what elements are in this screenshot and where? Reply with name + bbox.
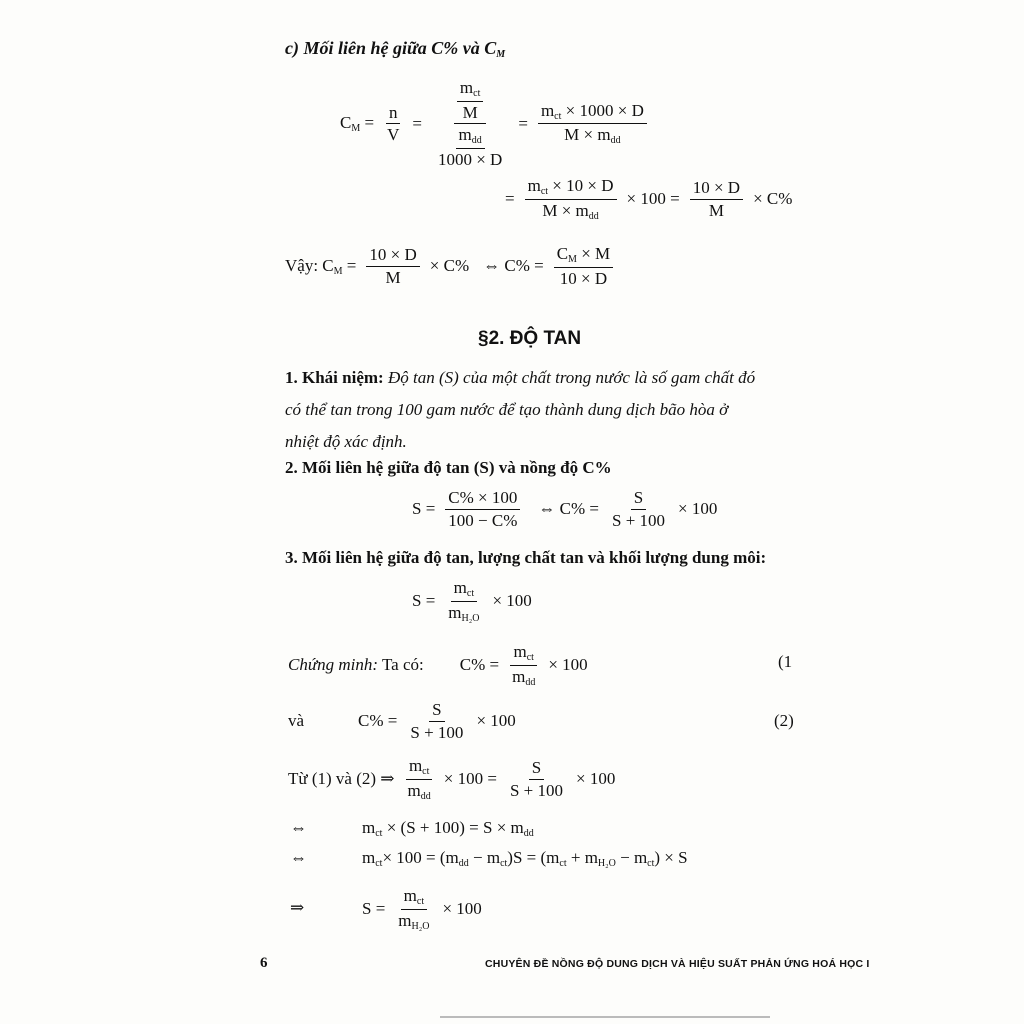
proof-line5: $m_{ct}\times 100 = (m_{dd} - m_{ct})S = (m_{ct} + m_{H_2O} - m_{ct}) \times S$	[362, 848, 688, 869]
equation-number-2: (2)	[774, 711, 794, 730]
page-number: 6	[260, 955, 268, 971]
proof-line3: Từ (1) và (2) ⇒ $\frac{m_{ct}}{m_{dd}}$ × 100 = $\frac{S}{S + 100}$ × 100	[288, 756, 616, 802]
formula-cm-line2: = $\frac{m_{ct} \times 10 \times D}{M \times m_{dd}}$ × 100 = $\frac{10 \times D}{M}$ × C%	[505, 176, 793, 222]
proof-line2: và C% = $\frac{S}{S + 100}$ × 100	[288, 700, 516, 742]
then-symbol: ⇒	[290, 898, 305, 917]
proof-line6: S = $\frac{m_{ct}}{m_{H_2O}}$ × 100	[362, 886, 482, 932]
page-edge-divider	[440, 1016, 770, 1018]
formula-cm-line1: $C_M$ = $\frac{n}{V}$ = $\frac{\frac{m_{ct}}{M}}{\frac{m_{dd}}{1000 \times D}}$ = $\frac{m_{ct} \times 1000 \times D}{M \times m_{dd}}$	[340, 78, 651, 169]
equation-number-1: (1	[778, 652, 793, 671]
item1-paragraph: 1. Khái niệm: Độ tan (S) của một chất trong nước là số gam chất đó có thể tan trong 100 gam nước để tạo thành dung dịch bão hòa ở nhiệt độ xác định.	[285, 368, 756, 451]
proof-line4: $m_{ct} \times (S + 100) = S \times m_{dd}$	[362, 818, 534, 839]
item3-heading: 3. Mối liên hệ giữa độ tan, lượng chất tan và khối lượng dung môi:	[285, 548, 767, 567]
section-c-title: c) Mối liên hệ giữa C% và $C_M$	[285, 38, 506, 60]
equiv-symbol-2: ⇔	[290, 848, 307, 867]
equiv-symbol-1: ⇔	[290, 818, 307, 837]
formula-conclusion: Vậy: $C_M$ = $\frac{10 \times D}{M}$ × C% ⇔ C% = $\frac{C_M \times M}{10 \times D}$	[285, 244, 617, 288]
running-title: CHUYÊN ĐỀ NỒNG ĐỘ DUNG DỊCH VÀ HIỆU SUẤT PHẢN ỨNG HOÁ HỌC I	[485, 958, 870, 970]
section2-heading: §2. ĐỘ TAN	[478, 328, 582, 349]
formula-s-mass: S = $\frac{m_{ct}}{m_{H_2O}}$ × 100	[412, 578, 532, 624]
formula-s-cpct: S = $\frac{C\% \times 100}{100 - C\%}$ ⇔ C% = $\frac{S}{S + 100}$ × 100	[412, 488, 718, 530]
proof-line1: Chứng minh: Ta có: C% = $\frac{m_{ct}}{m_{dd}}$ × 100	[288, 642, 588, 688]
item2-heading: 2. Mối liên hệ giữa độ tan (S) và nồng độ C%	[285, 458, 612, 477]
